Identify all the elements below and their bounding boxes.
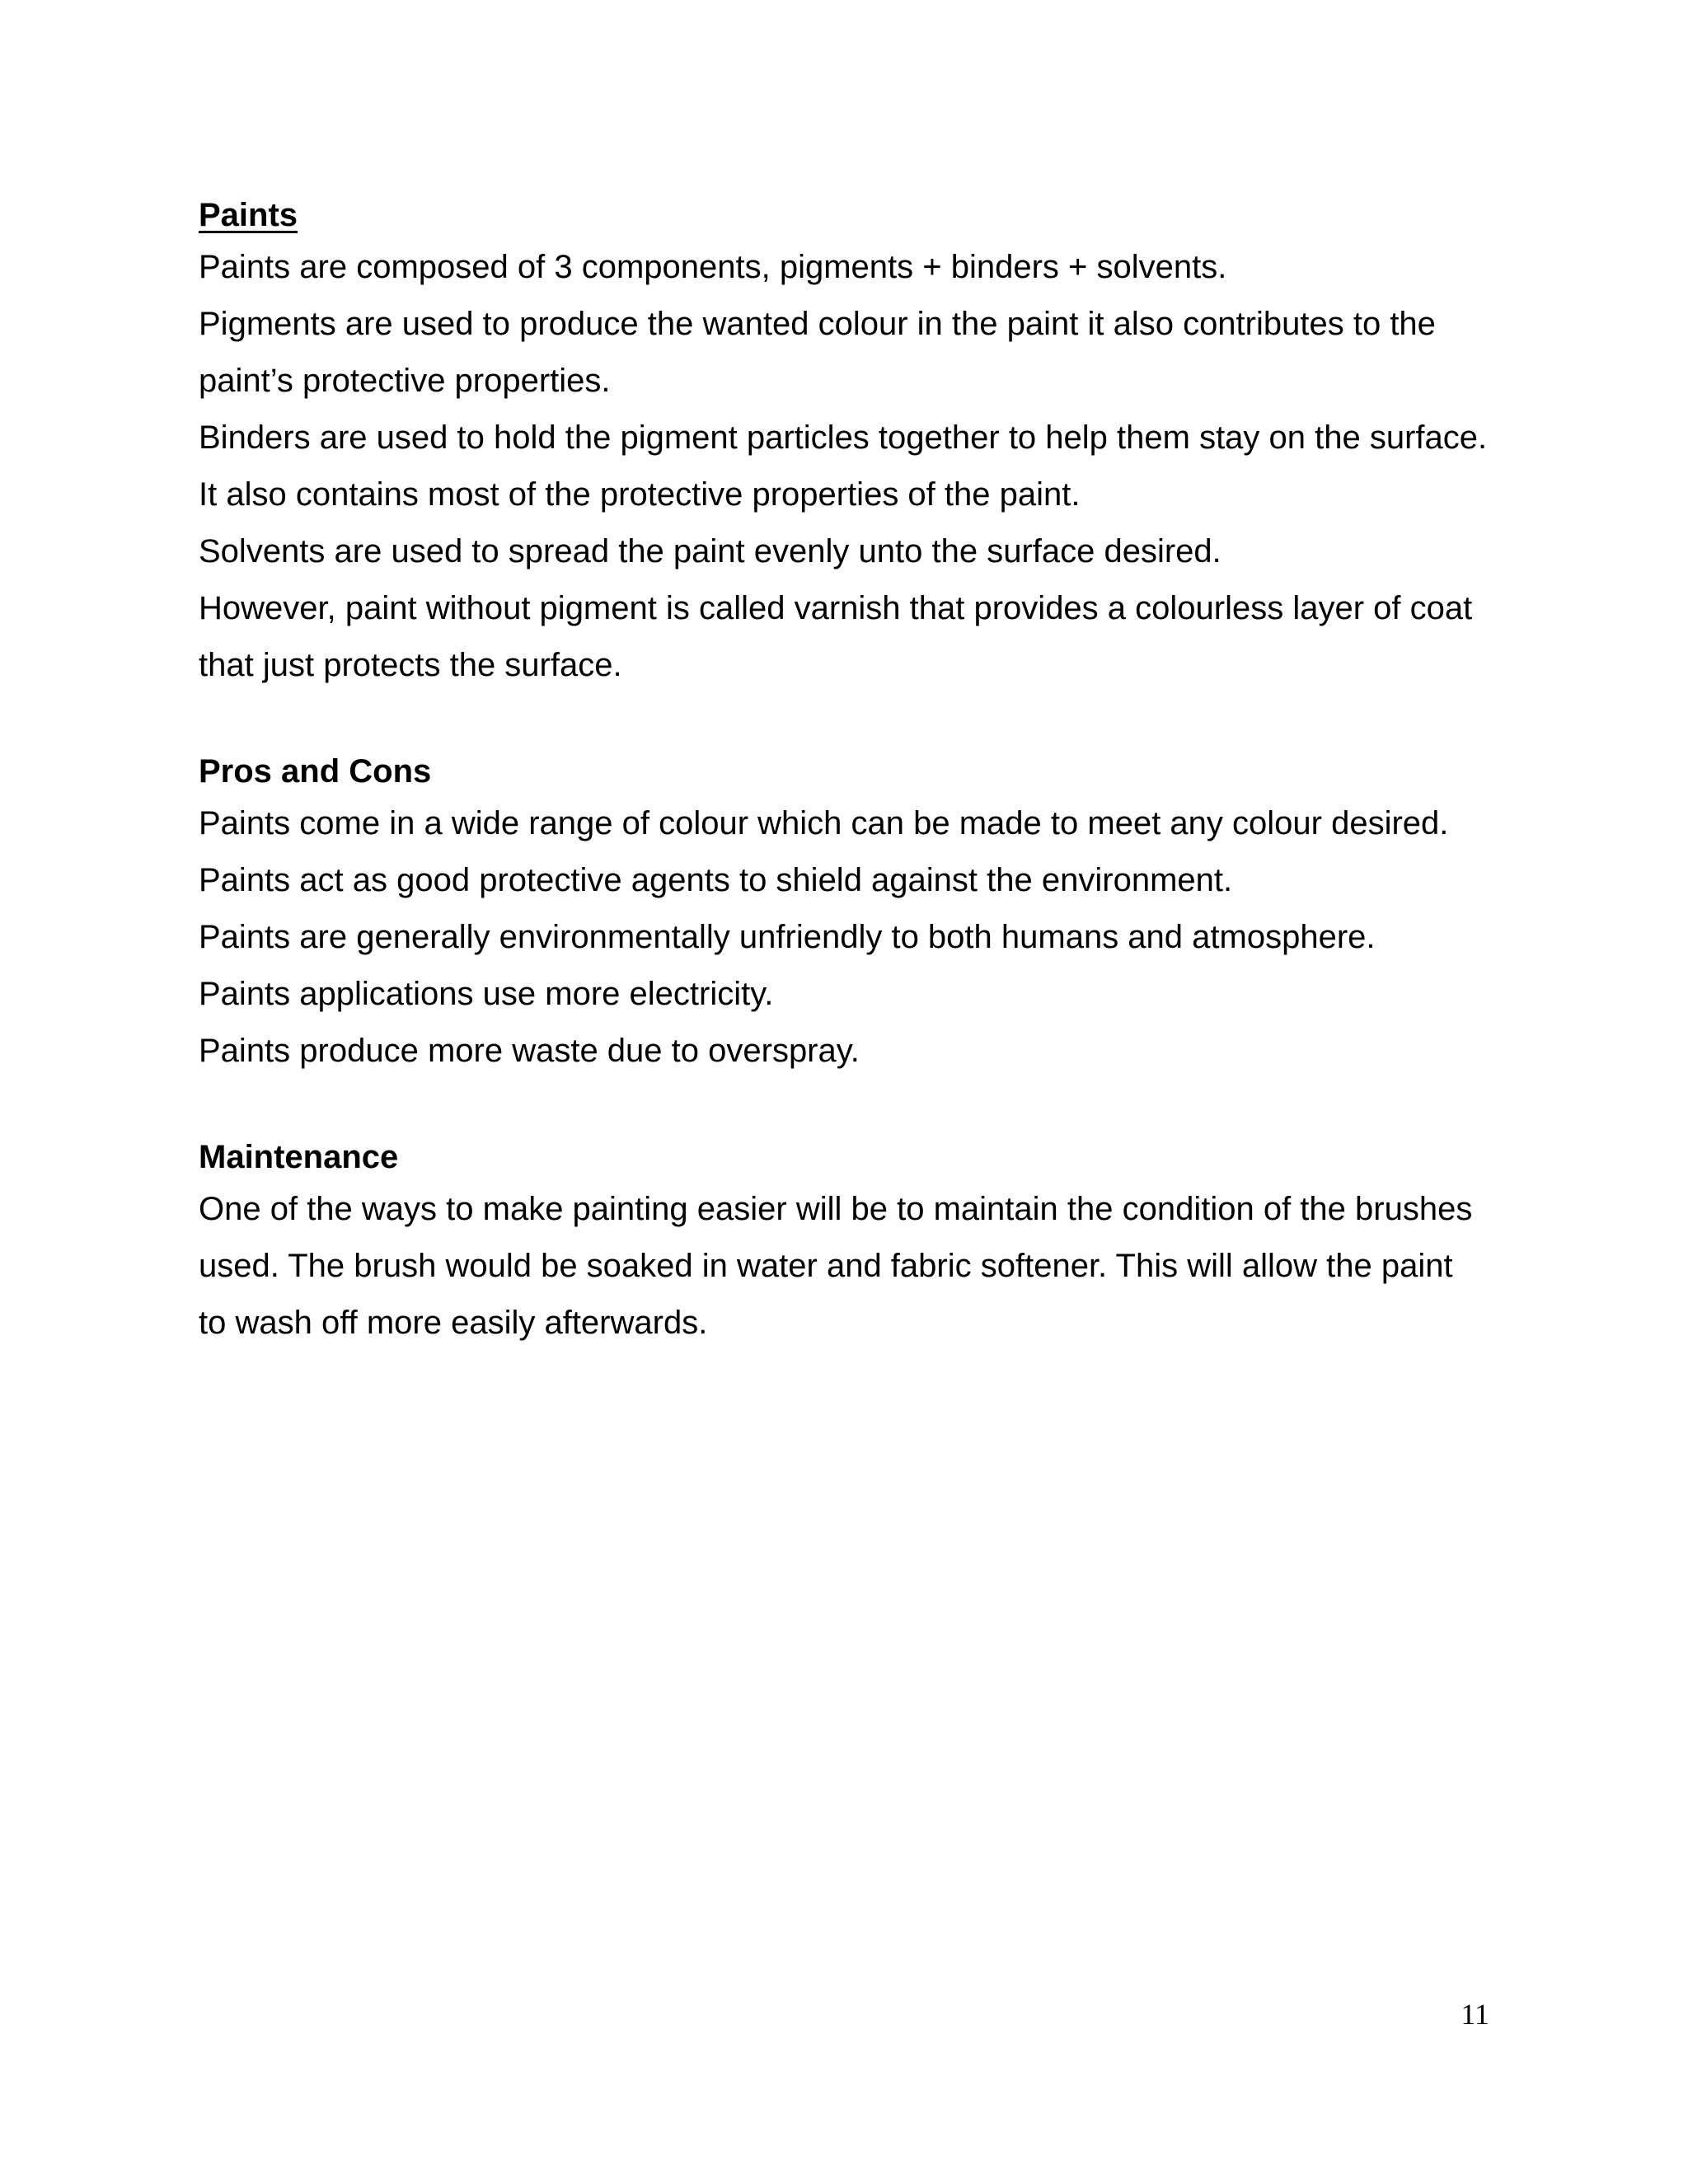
paragraph-line: It also contains most of the protective properties of the paint. xyxy=(199,476,1081,513)
paragraph-line: Paints are composed of 3 components, pigments + binders + solvents. xyxy=(199,249,1227,285)
paragraph-line: Paints act as good protective agents to shield against the environment. xyxy=(199,862,1233,898)
section-spacer xyxy=(199,1080,1517,1133)
paragraph-line: Paints produce more waste due to overspray. xyxy=(199,1033,860,1069)
paragraph-line: Pigments are used to produce the wanted colour in the paint it also contributes to the xyxy=(199,306,1436,342)
paragraph-line: Binders are used to hold the pigment particles together to help them stay on the surface. xyxy=(199,419,1488,456)
paragraph-line: used. The brush would be soaked in water and fabric softener. This will allow the paint xyxy=(199,1248,1453,1284)
section-maintenance xyxy=(199,1133,1517,1352)
section-heading-maintenance: Maintenance xyxy=(199,1139,399,1175)
paragraph-line: However, paint without pigment is called varnish that provides a colourless layer of coat xyxy=(199,590,1473,626)
section-spacer xyxy=(199,694,1517,748)
section-pros-and-cons xyxy=(199,748,1517,1080)
paragraph-line: Paints are generally environmentally unfriendly to both humans and atmosphere. xyxy=(199,919,1376,955)
paragraph-line: Paints come in a wide range of colour which can be made to meet any colour desired. xyxy=(199,805,1449,841)
section-paints xyxy=(199,191,1517,694)
paragraph-line: Paints applications use more electricity. xyxy=(199,976,774,1012)
section-heading-paints: Paints xyxy=(199,197,298,233)
section-heading-pros-and-cons: Pros and Cons xyxy=(199,753,432,790)
paragraph-line: One of the ways to make painting easier will be to maintain the condition of the brushes xyxy=(199,1191,1473,1227)
paragraph-line: paint’s protective properties. xyxy=(199,363,611,399)
page-number: 11 xyxy=(1461,1998,1489,2031)
paragraph-line: Solvents are used to spread the paint evenly unto the surface desired. xyxy=(199,533,1221,569)
paragraph-line: to wash off more easily afterwards. xyxy=(199,1305,708,1341)
page-content xyxy=(199,191,1517,1352)
paragraph-line: that just protects the surface. xyxy=(199,647,622,683)
